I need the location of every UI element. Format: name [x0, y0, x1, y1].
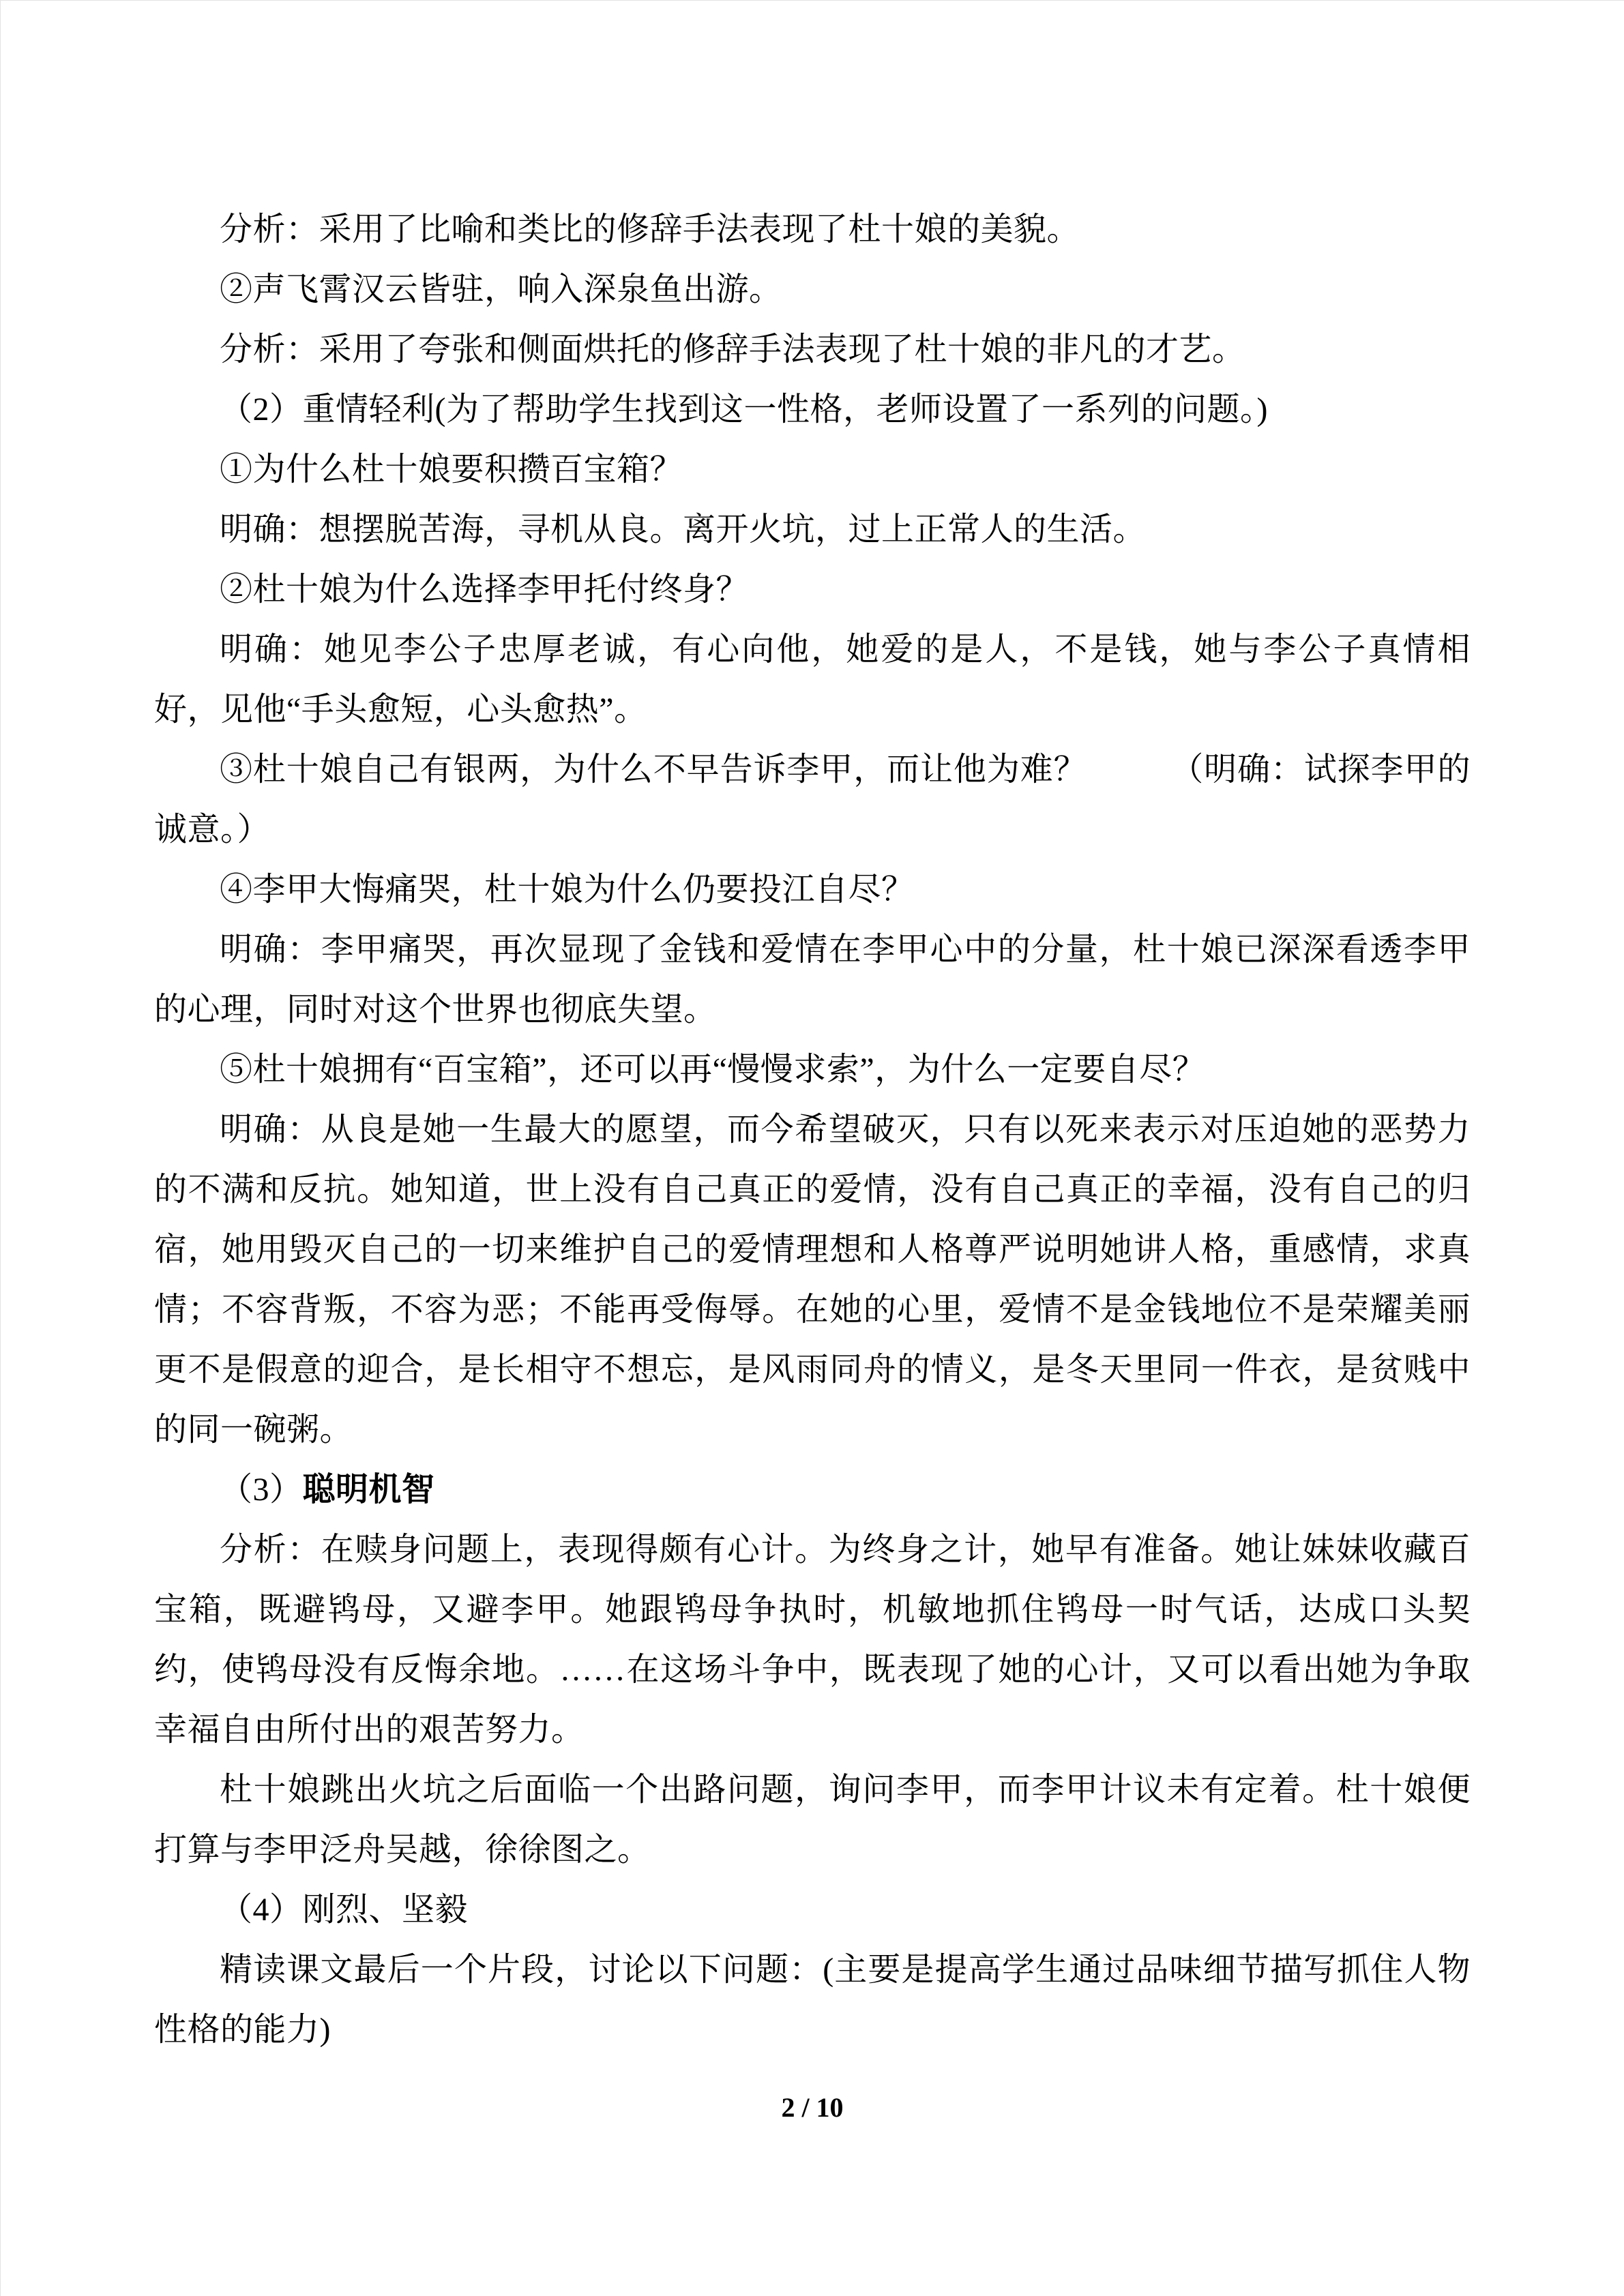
paragraph: 明确：想摆脱苦海，寻机从良。离开火坑，过上正常人的生活。: [220, 511, 1147, 548]
section-heading: [154, 1460, 1471, 1520]
paragraph: ②杜十娘为什么选择李甲托付终身？: [220, 571, 750, 608]
paragraph: ①为什么杜十娘要积攒百宝箱？: [220, 451, 683, 488]
paragraph: 精读课文最后一个片段，讨论以下问题：(主要是提高学生通过品味细节描写抓住人物性格的能力): [154, 1952, 1471, 2048]
section-heading: （2）重情轻利(为了帮助学生找到这一性格，老师设置了一系列的问题。): [220, 391, 1268, 428]
paragraph: 明确：她见李公子忠厚老诚，有心向他，她爱的是人，不是钱，她与李公子真情相好，见他“手头愈短，心头愈热”。: [154, 631, 1471, 728]
paragraph: 杜十娘跳出火坑之后面临一个出路问题，询问李甲，而李甲计议未有定着。杜十娘便打算与李甲泛舟吴越，徐徐图之。: [154, 1772, 1471, 1868]
paragraph: 分析：采用了比喻和类比的修辞手法表现了杜十娘的美貌。: [220, 211, 1080, 248]
paragraph: 明确：从良是她一生最大的愿望，而今希望破灭，只有以死来表示对压迫她的恶势力的不满和反抗。她知道，世上没有自己真正的爱情，没有自己真正的幸福，没有自己的归宿，她用毁灭自己的一切来维护自己的爱情理想和人格尊严说明她讲人格，重感情，求真情；不容背叛，不容为恶；不能再受侮辱。在她的心里，爱情不是金钱地位不是荣耀美丽更不是假意的迎合，是长相守不想忘，是风雨同舟的情义，是冬天里同一件衣，是贫贱中的同一碗粥。: [154, 1112, 1471, 1448]
paragraph: ②声飞霄汉云皆驻，响入深泉鱼出游。: [220, 271, 782, 308]
paragraph: 分析：在赎身问题上，表现得颇有心计。为终身之计，她早有准备。她让妹妹收藏百宝箱，既避鸨母，又避李甲。她跟鸨母争执时，机敏地抓住鸨母一时气话，达成口头契约，使鸨母没有反悔余地。……在这场斗争中，既表现了她的心计，又可以看出她为争取幸福自由所付出的艰苦努力。: [154, 1532, 1471, 1748]
section-heading: （4）刚烈、坚毅: [220, 1892, 469, 1928]
page-number: 2 / 10: [781, 2092, 844, 2123]
page-footer: [1, 2091, 1624, 2124]
paragraph: 分析：采用了夸张和侧面烘托的修辞手法表现了杜十娘的非凡的才艺。: [220, 331, 1245, 368]
heading-text: 聪明机智: [302, 1472, 435, 1508]
heading-prefix: （3）: [220, 1472, 303, 1508]
paragraph: 明确：李甲痛哭，再次显现了金钱和爱情在李甲心中的分量，杜十娘已深深看透李甲的心理，同时对这个世界也彻底失望。: [154, 931, 1471, 1028]
paragraph: ④李甲大悔痛哭，杜十娘为什么仍要投江自尽？: [220, 871, 915, 908]
paragraph: ③杜十娘自己有银两，为什么不早告诉李甲，而让他为难？ （明确：试探李甲的诚意。）: [154, 751, 1471, 848]
document-body: [154, 200, 1471, 2060]
paragraph: ⑤杜十娘拥有“百宝箱”，还可以再“慢慢求索”，为什么一定要自尽？: [220, 1052, 1206, 1088]
